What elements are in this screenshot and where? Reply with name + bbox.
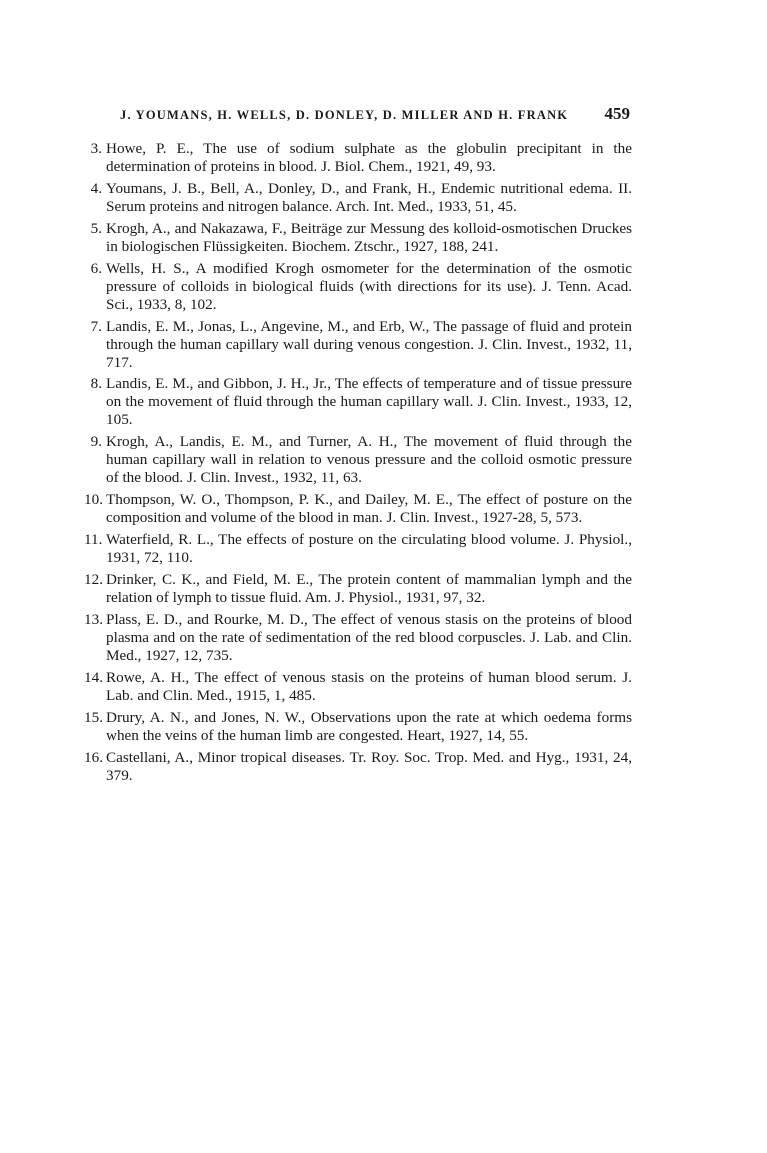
reference-item [84,571,632,607]
reference-item [84,375,632,429]
reference-text: Landis, E. M., and Gibbon, J. H., Jr., The effects of temperature and of tissue pressure on the movement of fluid through the human capillary wall. J. Clin. Invest., 1933, 12, 105. [106,375,632,429]
page-header [120,104,630,128]
reference-number: 15. [84,708,103,726]
reference-text: Krogh, A., and Nakazawa, F., Beiträge zur Messung des kolloid-osmotischen Druckes in biologischen Flüssigkeiten. Biochem. Ztschr., 1927, 188, 241. [106,219,632,255]
reference-text: Waterfield, R. L., The effects of posture on the circulating blood volume. J. Physiol., 1931, 72, 110. [106,531,632,567]
reference-text: Howe, P. E., The use of sodium sulphate as the globulin precipitant in the determination of proteins in blood. J. Biol. Chem., 1921, 49, 93. [106,140,632,175]
reference-text: Rowe, A. H., The effect of venous stasis on the proteins of human blood serum. J. Lab. and Clin. Med., 1915, 1, 485. [106,668,632,704]
reference-number: 3. [90,140,102,157]
reference-item [84,669,632,705]
reference-text: Plass, E. D., and Rourke, M. D., The effect of venous stasis on the proteins of blood plasma and on the rate of sedimentation of the red blood corpuscles. J. Lab. and Clin. Med., 1927, 12, 735. [106,610,632,664]
reference-item [84,611,632,665]
reference-number: 11. [84,531,103,549]
reference-number: 14. [84,668,103,686]
reference-text: Castellani, A., Minor tropical diseases. Tr. Roy. Soc. Trop. Med. and Hyg., 1931, 24, 379. [106,748,632,784]
reference-text: Drinker, C. K., and Field, M. E., The protein content of mammalian lymph and the relation of lymph to tissue fluid. Am. J. Physiol., 1931, 97, 32. [106,571,632,607]
reference-item [84,433,632,487]
reference-item [84,260,632,314]
reference-number: 10. [84,491,103,509]
reference-item [84,220,632,256]
reference-number: 4. [90,179,102,197]
reference-number: 6. [90,259,102,277]
reference-text: Drury, A. N., and Jones, N. W., Observations upon the rate at which oedema forms when the veins of the human limb are congested. Heart, 1927, 14, 55. [106,708,632,744]
reference-item [84,531,632,567]
page-number: 459 [604,104,630,123]
reference-number: 7. [90,317,102,335]
reference-number: 12. [84,571,103,589]
reference-text: Wells, H. S., A modified Krogh osmometer for the determination of the osmotic pressure of colloids in biological fluids (with directions for its use). J. Tenn. Acad. Sci., 1933, 8, 102. [106,259,632,313]
reference-number: 8. [90,375,102,393]
running-head: J. YOUMANS, H. WELLS, D. DONLEY, D. MILLER AND H. FRANK [120,108,569,122]
reference-item [84,749,632,785]
reference-number: 16. [84,748,103,766]
reference-text: Krogh, A., Landis, E. M., and Turner, A. H., The movement of fluid through the human capillary wall in relation to venous pressure and the colloid osmotic pressure of the blood. J. Clin. Invest., 1932, 11, 63. [106,433,632,487]
reference-item [84,140,632,176]
reference-text: Thompson, W. O., Thompson, P. K., and Dailey, M. E., The effect of posture on the composition and volume of the blood in man. J. Clin. Invest., 1927-28, 5, 573. [106,491,632,527]
reference-item [84,709,632,745]
reference-list [84,140,632,788]
reference-number: 5. [90,219,102,237]
reference-number: 9. [90,433,102,451]
reference-text: Landis, E. M., Jonas, L., Angevine, M., and Erb, W., The passage of fluid and protein through the human capillary wall during venous congestion. J. Clin. Invest., 1932, 11, 717. [106,317,632,371]
reference-text: Youmans, J. B., Bell, A., Donley, D., and Frank, H., Endemic nutritional edema. II. Serum proteins and nitrogen balance. Arch. Int. Med., 1933, 51, 45. [106,179,632,215]
reference-number: 13. [84,610,103,628]
reference-item [84,491,632,527]
reference-item [84,318,632,372]
reference-item [84,180,632,216]
